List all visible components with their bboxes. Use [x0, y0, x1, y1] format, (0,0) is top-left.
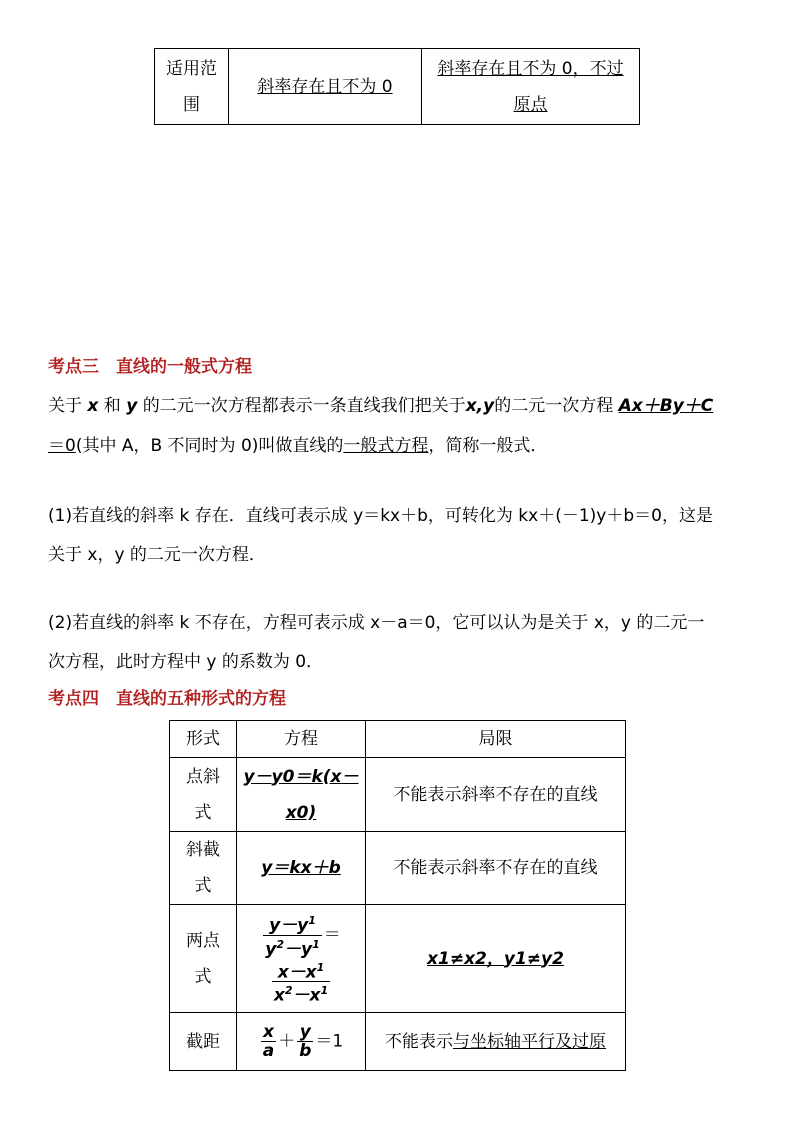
var-x: x [87, 396, 99, 416]
row3-equation [237, 905, 366, 1013]
top-table-col3-line2: 原点 [513, 94, 548, 115]
row1-form [170, 758, 237, 832]
limit-underlined: 与坐标轴平行及过原 [453, 1031, 606, 1052]
top-table-col2 [229, 49, 422, 125]
header-equation: 方程 [237, 721, 366, 758]
top-table [154, 48, 640, 125]
top-table-label-line2: 围 [183, 94, 200, 115]
section3-p2-line2: 关于 x，y 的二元一次方程． [48, 545, 266, 565]
section4-heading: 考点四 直线的五种形式的方程 [48, 689, 286, 709]
section3-p2-line1: (1)若直线的斜率 k 存在．直线可表示成 y＝kx＋b，可转化为 kx＋(－1)y＋b＝0，这是 [48, 506, 713, 526]
text: 的二元一次方程都表示一条直线我们把关于 [142, 396, 466, 416]
limit-text: x1≠x2，y1≠y2 [427, 948, 564, 969]
row2-limit: 不能表示斜率不存在的直线 [366, 832, 626, 905]
text: 和 [103, 396, 121, 416]
row1-equation [237, 758, 366, 832]
section3-p3-line2: 次方程，此时方程中 y 的系数为 0． [48, 652, 324, 672]
two-point-eq-top [237, 912, 365, 958]
form-line1: 两点 [186, 930, 220, 951]
header-limit: 局限 [366, 721, 626, 758]
form-line2: 式 [194, 966, 212, 987]
row4-equation: $\frac{x}{a}$ ＋ $\frac{y}{b}$ ＝1 [237, 1013, 366, 1071]
top-table-col2-text: 斜率存在且不为 0 [257, 76, 393, 97]
equation-line2: x0) [285, 802, 317, 823]
form-line2: 式 [194, 876, 212, 896]
form-line1: 斜截 [186, 840, 220, 860]
top-table-col3 [422, 49, 640, 125]
row4-limit [366, 1013, 626, 1071]
row3-form [170, 905, 237, 1013]
section3-p3-line1: (2)若直线的斜率 k 不存在，方程可表示成 x－a＝0，它可以认为是关于 x，y 的二元一 [48, 613, 705, 633]
row2-form [170, 832, 237, 905]
top-table-label-line1: 适用范 [166, 58, 217, 79]
top-table-label [155, 49, 229, 125]
var-y: y [126, 396, 138, 416]
text: 的二元一次方程 [494, 396, 614, 416]
text: ，简称一般式． [428, 436, 548, 456]
equation: y＝kx＋b [261, 858, 341, 878]
row3-limit [366, 905, 626, 1013]
row1-limit: 不能表示斜率不存在的直线 [366, 758, 626, 832]
fraction-y: $\frac{y-y^1}{y^2-y^1}$ [265, 914, 320, 960]
two-point-eq-bottom [237, 959, 365, 1005]
forms-table [169, 720, 626, 1071]
header-form: 形式 [170, 721, 237, 758]
limit-pre: 不能表示 [385, 1031, 453, 1052]
top-table-col3-line1: 斜率存在且不为 0，不过 [437, 58, 624, 79]
fraction-x: $\frac{x-x^1}{x^2-x^1}$ [273, 960, 329, 1006]
text: 关于 [48, 396, 82, 416]
fraction-y-b: $\frac{y}{b}$ [299, 1022, 312, 1061]
form-line1: 点斜 [186, 766, 220, 787]
equation-part1: Ax＋By＋C [618, 396, 714, 416]
section3-p1-line1 [48, 391, 713, 416]
var-xy: x,y [465, 396, 495, 416]
general-form-term: 一般式方程 [343, 436, 429, 456]
form-line2: 式 [194, 802, 212, 823]
equation-line1: y－y0＝k(x－ [243, 766, 359, 787]
equals-sign: ＝ [323, 925, 341, 946]
row4-form: 截距 [170, 1013, 237, 1071]
fraction-x-a: $\frac{x}{a}$ [262, 1022, 275, 1061]
text: (其中 A，B 不同时为 0)叫做直线的 [75, 436, 344, 456]
section3-heading: 考点三 直线的一般式方程 [48, 357, 252, 377]
section3-p1-line2 [48, 431, 547, 456]
row2-equation [237, 832, 366, 905]
equation-part2: ＝0 [48, 436, 76, 456]
